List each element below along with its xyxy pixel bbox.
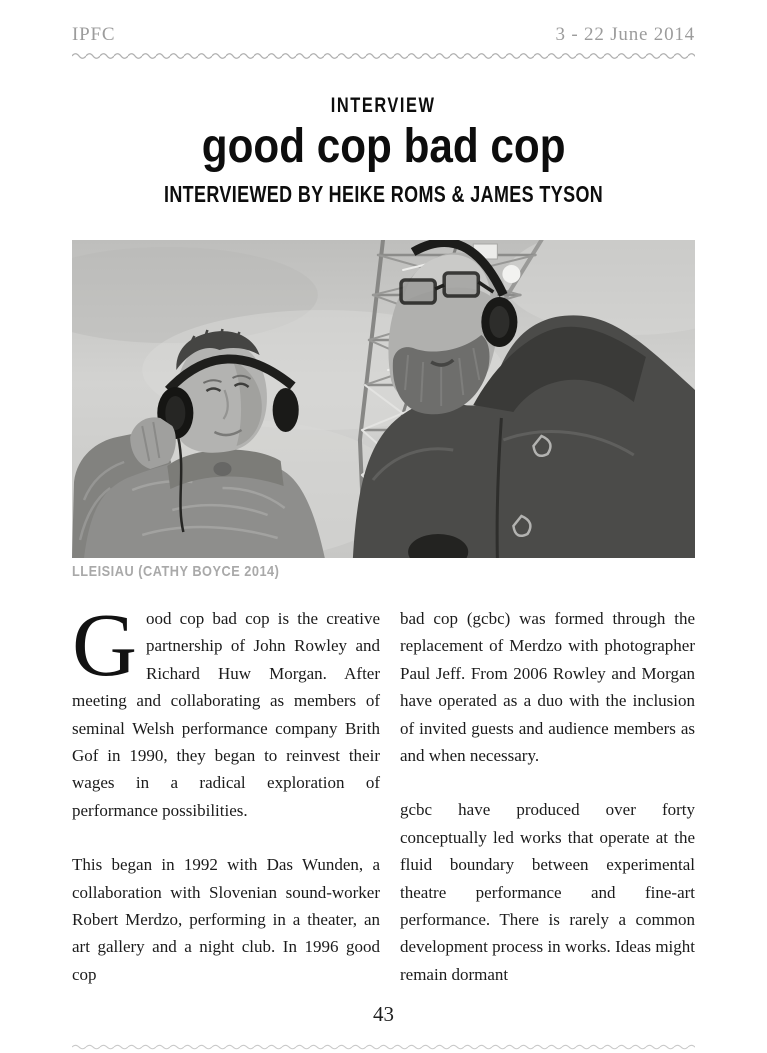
page-header (72, 0, 695, 46)
title-block (0, 95, 767, 208)
right-column (400, 605, 695, 988)
paragraph: This began in 1992 with Das Wunden, a collaboration with Slovenian sound-worker Robert Merdzo, performing in a theater, an art gallery and a night club. In 1996 good cop (72, 855, 380, 984)
article-photo (72, 240, 695, 580)
header-brand: IPFC (72, 24, 116, 45)
section-kicker: INTERVIEW (331, 94, 436, 117)
header-date: 3 - 22 June 2014 (555, 24, 695, 45)
wavy-divider-bottom (72, 1043, 695, 1051)
photo-illustration (72, 240, 695, 558)
page-title: good cop bad cop (201, 120, 566, 173)
drop-cap: G (72, 595, 137, 695)
paragraph: gcbc have produced over forty conceptually led works that operate at the fluid boundary between experimental theatre performance and fine-art performance. There is rarely a common development process in works. Ideas might remain dormant (400, 800, 695, 984)
paragraph: bad cop (gcbc) was formed through the replacement of Merdzo with photographer Paul Jeff. From 2006 Rowley and Morgan have operated as a duo with the inclusion of invited guests and audience members as and when necessary. (400, 608, 695, 765)
photo-caption: LLEISIAU (CATHY BOYCE 2014) (72, 562, 280, 580)
page-number: 43 (373, 1002, 394, 1026)
paragraph: Good cop bad cop is the creative partnership of John Rowley and Richard Huw Morgan. After meeting and collaborating as members of seminal Welsh performance company Brith Gof in 1990, they began to reinvest their wages in a radical exploration of performance possibilities. (72, 595, 380, 820)
wavy-divider-top (72, 51, 695, 61)
byline: INTERVIEWED BY HEIKE ROMS & JAMES TYSON (163, 180, 604, 207)
page-footer (0, 1002, 767, 1027)
article-body (0, 595, 767, 988)
left-column (72, 595, 380, 988)
